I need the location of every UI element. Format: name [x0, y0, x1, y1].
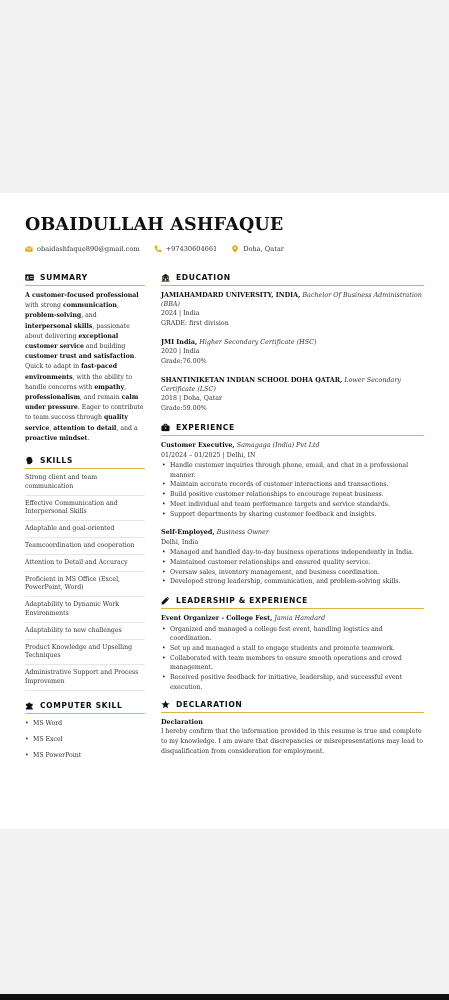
education-list: [161, 291, 424, 413]
declaration-subheading: Declaration: [161, 718, 203, 727]
leadership-bullet: • Organized and managed a college fest event, handling logistics and coordination.: [161, 625, 424, 644]
resume-page: [0, 193, 449, 829]
job-role: Self-Employed,: [161, 528, 215, 537]
contact-row: [25, 245, 298, 253]
summary-title: SUMMARY: [40, 273, 88, 282]
leadership-role: Event Organizer - College Fest,: [161, 614, 273, 623]
leadership-bullet: • Set up and managed a stall to engage students and promote teamwork.: [161, 644, 424, 654]
phone-icon: [154, 245, 162, 253]
right-column: [161, 273, 424, 756]
star-icon: [161, 700, 170, 709]
experience-title: EXPERIENCE: [176, 423, 235, 432]
job-title-line: [161, 528, 424, 538]
skills-heading: [25, 456, 145, 469]
email-contact[interactable]: [25, 245, 140, 253]
summary-segment: professionalism: [25, 394, 80, 402]
summary-segment: empathy: [94, 383, 125, 391]
leadership-bullets: [161, 625, 424, 693]
job-bullet: • Build positive customer relationships to encourage repeat business.: [161, 490, 424, 500]
leadership-heading: [161, 596, 424, 609]
experience-heading: [161, 423, 424, 436]
school-name: JAMIAHAMDARD UNIVERSITY, INDIA,: [161, 291, 301, 299]
skill-item: Attention to Detail and Accuracy: [25, 559, 145, 572]
summary-segment: with strong: [25, 302, 63, 310]
summary-segment: attention to detail: [53, 424, 117, 432]
job-meta: Delhi, India: [161, 538, 199, 546]
summary-segment: fast-paced environments: [25, 363, 118, 381]
summary-segment: ,: [116, 302, 119, 310]
education-title: EDUCATION: [176, 273, 231, 282]
computer-skill-item: • MS Word: [25, 720, 145, 728]
skill-item: Proficient in MS Office (Excel, PowerPoint, Word): [25, 576, 145, 598]
education-title-line: [161, 291, 424, 309]
brain-icon: [25, 456, 34, 465]
summary-segment: calm under pressure: [25, 394, 139, 412]
skill-item: Strong client and team communication: [25, 474, 145, 496]
degree-name: Bachelor Of Business Administration (BBA): [161, 291, 422, 308]
skill-item: Teamcoordination and cooperation: [25, 542, 145, 555]
summary-segment: customer trust and satisfaction: [25, 353, 135, 361]
leadership-title: LEADERSHIP & EXPERIENCE: [176, 596, 308, 606]
education-year-location: 2018 | Doha, Qatar: [161, 395, 223, 402]
skill-item: Adaptability to new challenges: [25, 627, 145, 640]
summary-segment: exceptional customer service: [25, 332, 119, 351]
education-entry: [161, 291, 424, 328]
declaration-block: [161, 718, 424, 756]
summary-segment: problem-solving: [25, 312, 82, 320]
job-role: Customer Executive,: [161, 441, 235, 449]
school-icon: [161, 273, 170, 282]
job-bullet: • Maintained customer relationships and ensured quality service.: [161, 558, 424, 568]
summary-segment: , and: [81, 312, 97, 320]
job-title-line: [161, 441, 424, 451]
skill-item: Effective Communication and Interpersonal Skills: [25, 500, 145, 522]
summary-segment: , with the ability to handle concerns with: [25, 373, 133, 391]
computer-skill-title: COMPUTER SKILL: [40, 700, 123, 710]
candidate-name: OBAIDULLAH ASHFAQUE: [25, 215, 284, 235]
leadership-bullet: • Received positive feedback for initiative, leadership, and successful event execution.: [161, 673, 424, 692]
puzzle-icon: [25, 701, 34, 710]
leadership-role-line: [161, 614, 424, 624]
job-bullet: • Developed strong leadership, communication, and problem-solving skills.: [161, 577, 424, 587]
job-bullet: • Maintain accurate records of customer interactions and transactions.: [161, 480, 424, 490]
job-bullet: • Support departments by sharing customer feedback and insights.: [161, 510, 424, 520]
education-title-line: [161, 338, 424, 347]
pencil-icon: [161, 596, 170, 605]
job-bullet: • Handle customer inquiries through phone, email, and chat in a professional manner.: [161, 461, 424, 480]
leadership-org: Jamia Hamdard: [274, 614, 326, 623]
education-heading: [161, 273, 424, 286]
education-grade: Grade:59.00%: [161, 404, 207, 412]
summary-segment: and building: [83, 343, 126, 351]
skills-title: SKILLS: [40, 456, 73, 466]
education-title-line: [161, 376, 424, 394]
summary-segment: A customer-focused professional: [25, 292, 139, 299]
education-entry: [161, 338, 424, 366]
experience-list: [161, 441, 424, 587]
job-company: Samagaga (India) Pvt Ltd: [236, 441, 320, 449]
degree-name: Lower Secondary Certificate (LSC): [161, 376, 402, 393]
job-bullet: • Meet individual and team performance targets and service standards.: [161, 500, 424, 510]
email-icon: [25, 245, 33, 253]
education-grade: Grade:76.00%: [161, 357, 207, 365]
summary-segment: . Eager to contribute to team success through: [25, 404, 144, 422]
summary-segment: , and a: [116, 424, 138, 432]
skill-item: Administrative Support and Process Improvemen: [25, 669, 145, 691]
briefcase-icon: [161, 423, 170, 432]
education-year-location: 2024 | India: [161, 310, 200, 317]
skills-list: [25, 474, 145, 691]
job-entry: [161, 528, 424, 587]
school-name: JMI India,: [161, 338, 198, 346]
computer-skill-item: • MS Excel: [25, 736, 145, 744]
summary-segment: communication: [62, 302, 117, 310]
job-company: Business Owner: [216, 528, 269, 537]
summary-segment: . Quick to adapt in: [25, 353, 137, 371]
computer-skill-item: • MS PowerPoint: [25, 752, 145, 760]
left-column: [25, 273, 145, 768]
declaration-heading: [161, 700, 424, 713]
declaration-text: I hereby confirm that the information provided in this resume is true and complete to my knowledge. I am aware that discrepancies or misrepresentations may lead to disqualification from consideration for employment.: [161, 728, 423, 755]
system-navigation-bar: [0, 994, 449, 1000]
phone-text: +97430604661: [165, 245, 218, 253]
declaration-title: DECLARATION: [176, 700, 243, 710]
skill-item: Adaptability to Dynamic Work Environments: [25, 601, 145, 623]
summary-text: [25, 291, 145, 444]
summary-segment: , passionate about delivering: [25, 322, 130, 340]
job-entry: [161, 441, 424, 519]
summary-heading: [25, 273, 145, 286]
job-bullets: [161, 548, 424, 587]
education-grade: GRADE: first division: [161, 319, 229, 327]
job-meta: 01/2024 – 01/2025 | Delhi, IN: [161, 451, 256, 459]
location-pin-icon: [231, 245, 239, 253]
email-text: obaidashfaque890@gmail.com: [37, 245, 140, 253]
school-name: SHANTINIKETAN INDIAN SCHOOL DOHA QATAR,: [161, 376, 343, 384]
job-bullet: • Managed and handled day-to-day business operations independently in India.: [161, 548, 424, 558]
computer-skill-heading: [25, 701, 145, 714]
summary-segment: ,: [49, 424, 54, 432]
summary-segment: quality service: [25, 414, 128, 432]
summary-segment: ,: [124, 383, 127, 391]
phone-contact[interactable]: [154, 245, 218, 253]
job-bullets: [161, 461, 424, 519]
skill-item: Product Knowledge and Upselling Techniques: [25, 644, 145, 666]
degree-name: Higher Secondary Certificate (HSC): [199, 338, 317, 346]
skill-item: Adaptable and goal-oriented: [25, 525, 145, 538]
job-bullet: • Oversaw sales, inventory management, and business coordination.: [161, 568, 424, 578]
summary-segment: interpersonal skills: [25, 322, 93, 330]
summary-segment: proactive mindset: [25, 434, 88, 442]
location-contact: [231, 245, 284, 253]
summary-segment: .: [87, 434, 90, 442]
location-text: Doha, Qatar: [243, 245, 284, 253]
summary-segment: , and remain: [80, 394, 122, 402]
leadership-bullet: • Collaborated with team members to ensure smooth operations and crowd management.: [161, 654, 424, 673]
leadership-entry: [161, 614, 424, 692]
id-card-icon: [25, 273, 34, 282]
education-entry: [161, 376, 424, 413]
computer-skill-list: [25, 720, 145, 760]
education-year-location: 2020 | India: [161, 348, 200, 355]
